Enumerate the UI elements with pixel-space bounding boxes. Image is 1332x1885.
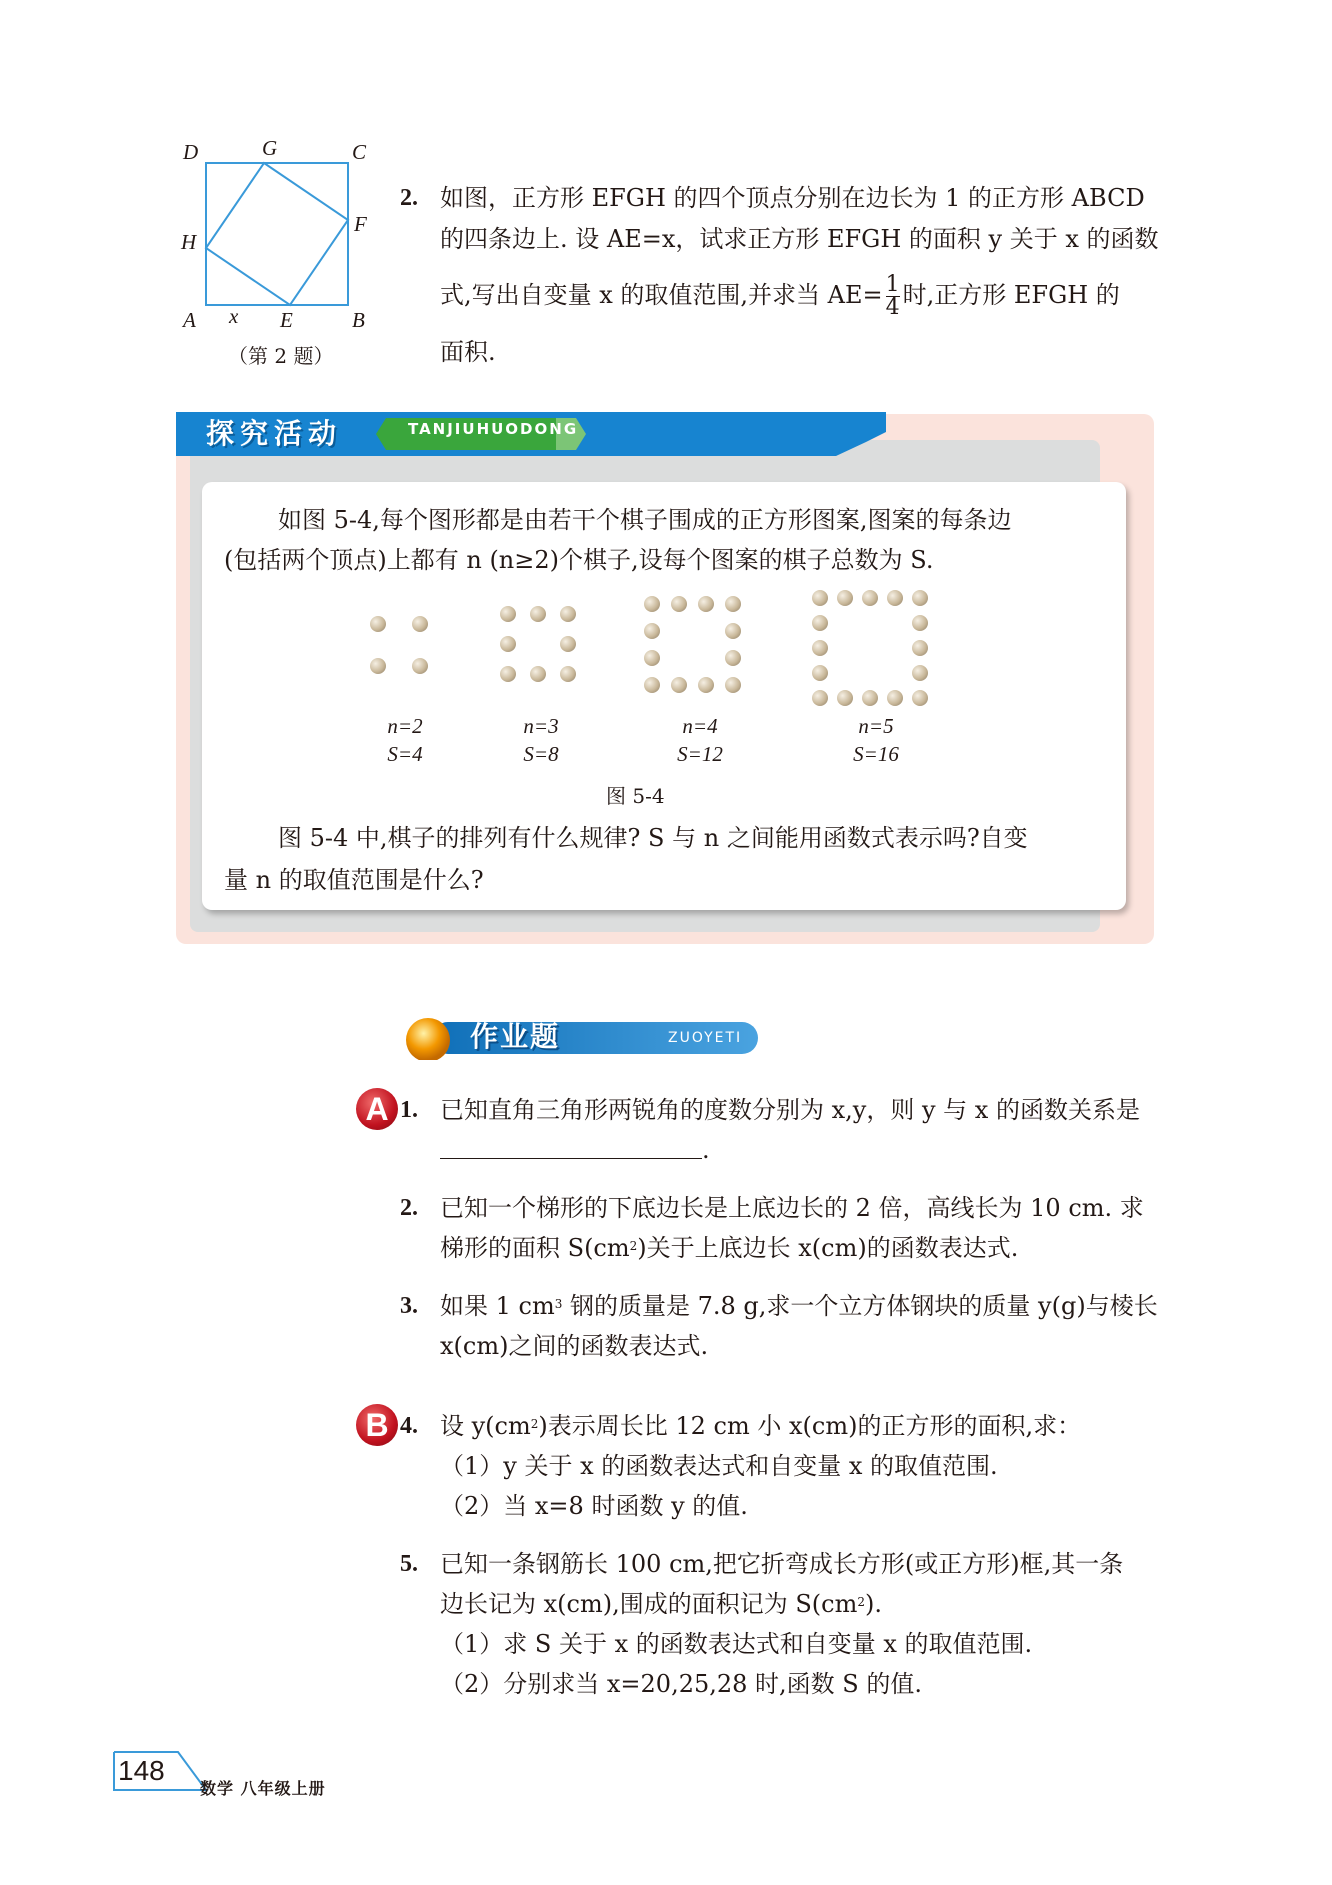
square-abcd — [206, 163, 348, 305]
pattern-n3 — [500, 606, 580, 686]
figure-5-4-caption: 图 5-4 — [606, 784, 665, 808]
q3-line1-a: 如果 1 cm — [440, 1292, 555, 1320]
pattern-s-label: S=4 — [387, 742, 423, 766]
pattern-n-label: n=4 — [682, 714, 718, 738]
chess-piece — [812, 690, 828, 706]
pattern-n2 — [370, 616, 430, 676]
problem2-line2: 的四条边上. 设 AE=x，试求正方形 EFGH 的面积 y 关于 x 的函数 — [440, 225, 1159, 253]
chess-piece — [698, 677, 714, 693]
pattern-n-label: n=2 — [387, 714, 423, 738]
chess-piece — [725, 677, 741, 693]
problem2-line4: 面积. — [440, 338, 496, 366]
q4-sub2: （2）当 x=8 时函数 y 的值. — [440, 1492, 748, 1520]
level-b-badge: B — [356, 1404, 398, 1446]
explore-para1-line1: 如图 5-4,每个图形都是由若干个棋子围成的正方形图案,图案的每条边 — [278, 506, 1012, 534]
chess-piece — [912, 640, 928, 656]
chess-piece — [837, 590, 853, 606]
chess-piece — [671, 677, 687, 693]
chess-piece — [812, 640, 828, 656]
q3-number: 3. — [400, 1293, 418, 1319]
explore-para2-line1: 图 5-4 中,棋子的排列有什么规律? S 与 n 之间能用函数式表示吗?自变 — [278, 824, 1028, 852]
chess-piece — [812, 665, 828, 681]
chess-piece — [500, 636, 516, 652]
pattern-s-label: S=16 — [853, 742, 899, 766]
explore-para1-line2: (包括两个顶点)上都有 n (n≥2)个棋子,设每个图案的棋子总数为 S. — [224, 546, 934, 574]
problem2-line3 — [440, 274, 1120, 319]
q3-line1-b: 钢的质量是 7.8 g,求一个立方体钢块的质量 y(g)与棱长 — [562, 1292, 1158, 1320]
pattern-n-label: n=5 — [858, 714, 894, 738]
chess-piece — [887, 590, 903, 606]
pattern-n-label: n=3 — [523, 714, 559, 738]
pattern-n5 — [812, 590, 932, 710]
chess-piece — [644, 650, 660, 666]
pattern-s-label: S=12 — [677, 742, 723, 766]
chess-piece — [862, 590, 878, 606]
q5-line1: 已知一条钢筋长 100 cm,把它折弯成长方形(或正方形)框,其一条 — [440, 1550, 1124, 1578]
q5-sub2: （2）分别求当 x=20,25,28 时,函数 S 的值. — [440, 1670, 923, 1698]
chess-piece — [725, 623, 741, 639]
chess-piece — [644, 623, 660, 639]
figure-caption: （第 2 题） — [228, 344, 334, 368]
q2-line2-a: 梯形的面积 S(cm — [440, 1234, 630, 1262]
chess-piece — [812, 590, 828, 606]
chess-piece — [837, 690, 853, 706]
explore-para2-line2: 量 n 的取值范围是什么? — [224, 866, 484, 894]
chess-piece — [912, 590, 928, 606]
chess-piece — [887, 690, 903, 706]
label-d: D — [183, 140, 199, 164]
label-c: C — [352, 140, 367, 164]
pattern-s-label: S=8 — [523, 742, 559, 766]
chess-piece — [370, 616, 386, 632]
q4-number: 4. — [400, 1413, 418, 1439]
q5-line2 — [440, 1584, 882, 1624]
chess-piece — [560, 636, 576, 652]
chess-piece — [560, 666, 576, 682]
level-a-badge: A — [356, 1088, 398, 1130]
square-efgh — [206, 163, 348, 305]
label-x: x — [229, 304, 239, 328]
problem2-line3-b: 时,正方形 EFGH 的 — [902, 281, 1120, 309]
label-f: F — [354, 212, 367, 236]
q2-line2 — [440, 1228, 1018, 1268]
page-number: 148 — [118, 1755, 165, 1786]
chess-piece — [912, 665, 928, 681]
chess-piece — [912, 690, 928, 706]
explore-title: 探究活动 — [206, 417, 343, 450]
chess-piece — [812, 615, 828, 631]
chess-piece — [370, 658, 386, 674]
chess-piece — [644, 596, 660, 612]
pattern-label-n2 — [360, 712, 450, 768]
fraction-one-quarter — [886, 274, 900, 319]
pattern-label-n4 — [650, 712, 750, 768]
q4-line1-b: )表示周长比 12 cm 小 x(cm)的正方形的面积,求： — [538, 1412, 1082, 1440]
q1-number: 1. — [400, 1097, 418, 1123]
chess-piece — [530, 606, 546, 622]
problem2-number: 2. — [400, 185, 418, 211]
chess-piece — [698, 596, 714, 612]
q4-sub1: （1）y 关于 x 的函数表达式和自变量 x 的取值范围. — [440, 1452, 998, 1480]
label-h: H — [181, 230, 197, 254]
chess-piece — [500, 666, 516, 682]
q2-superscript: 2 — [629, 1239, 638, 1253]
fraction-numerator: 1 — [885, 272, 900, 297]
fraction-denominator: 4 — [885, 295, 900, 320]
q4-line1-a: 设 y(cm — [440, 1412, 531, 1440]
label-g: G — [262, 136, 278, 160]
pattern-label-n5 — [826, 712, 926, 768]
homework-subtitle: ZUOYETI — [668, 1030, 743, 1046]
chess-piece — [912, 615, 928, 631]
q5-line2-b: ). — [865, 1590, 882, 1618]
q3-superscript: 3 — [554, 1297, 563, 1311]
q1-period: . — [702, 1136, 710, 1164]
q5-sub1: （1）求 S 关于 x 的函数表达式和自变量 x 的取值范围. — [440, 1630, 1033, 1658]
chess-piece — [725, 596, 741, 612]
q5-line2-a: 边长记为 x(cm),围成的面积记为 S(cm — [440, 1590, 858, 1618]
explore-subtitle: TANJIUHUODONG — [408, 420, 579, 438]
q5-superscript: 2 — [857, 1595, 865, 1609]
q4-superscript: 2 — [530, 1417, 539, 1431]
chess-piece — [412, 616, 428, 632]
chess-piece — [671, 596, 687, 612]
chess-piece — [644, 677, 660, 693]
q1-text: 已知直角三角形两锐角的度数分别为 x,y，则 y 与 x 的函数关系是 — [440, 1096, 1140, 1124]
q2-number: 2. — [400, 1195, 418, 1221]
chess-piece — [500, 606, 516, 622]
problem2-line1: 如图，正方形 EFGH 的四个顶点分别在边长为 1 的正方形 ABCD — [440, 184, 1145, 212]
chess-piece — [560, 606, 576, 622]
q2-line1: 已知一个梯形的下底边长是上底边长的 2 倍，高线长为 10 cm. 求 — [440, 1194, 1144, 1222]
chess-piece — [862, 690, 878, 706]
book-title: 数学 八年级上册 — [200, 1779, 326, 1798]
label-b: B — [352, 308, 365, 332]
q5-number: 5. — [400, 1551, 418, 1577]
chess-piece — [725, 650, 741, 666]
pattern-label-n3 — [496, 712, 586, 768]
q1-answer-blank — [440, 1158, 702, 1159]
chess-piece — [412, 658, 428, 674]
q2-line2-b: )关于上底边长 x(cm)的函数表达式. — [637, 1234, 1019, 1262]
q3-line2: x(cm)之间的函数表达式. — [440, 1332, 709, 1360]
pattern-n4 — [644, 596, 744, 696]
problem2-line3-a: 式,写出自变量 x 的取值范围,并求当 AE= — [440, 281, 883, 309]
label-a: A — [183, 308, 196, 332]
q4-line1 — [440, 1406, 1081, 1446]
homework-title: 作业题 — [470, 1020, 561, 1053]
label-e: E — [280, 308, 293, 332]
q3-line1 — [440, 1286, 1158, 1326]
chess-piece — [530, 666, 546, 682]
